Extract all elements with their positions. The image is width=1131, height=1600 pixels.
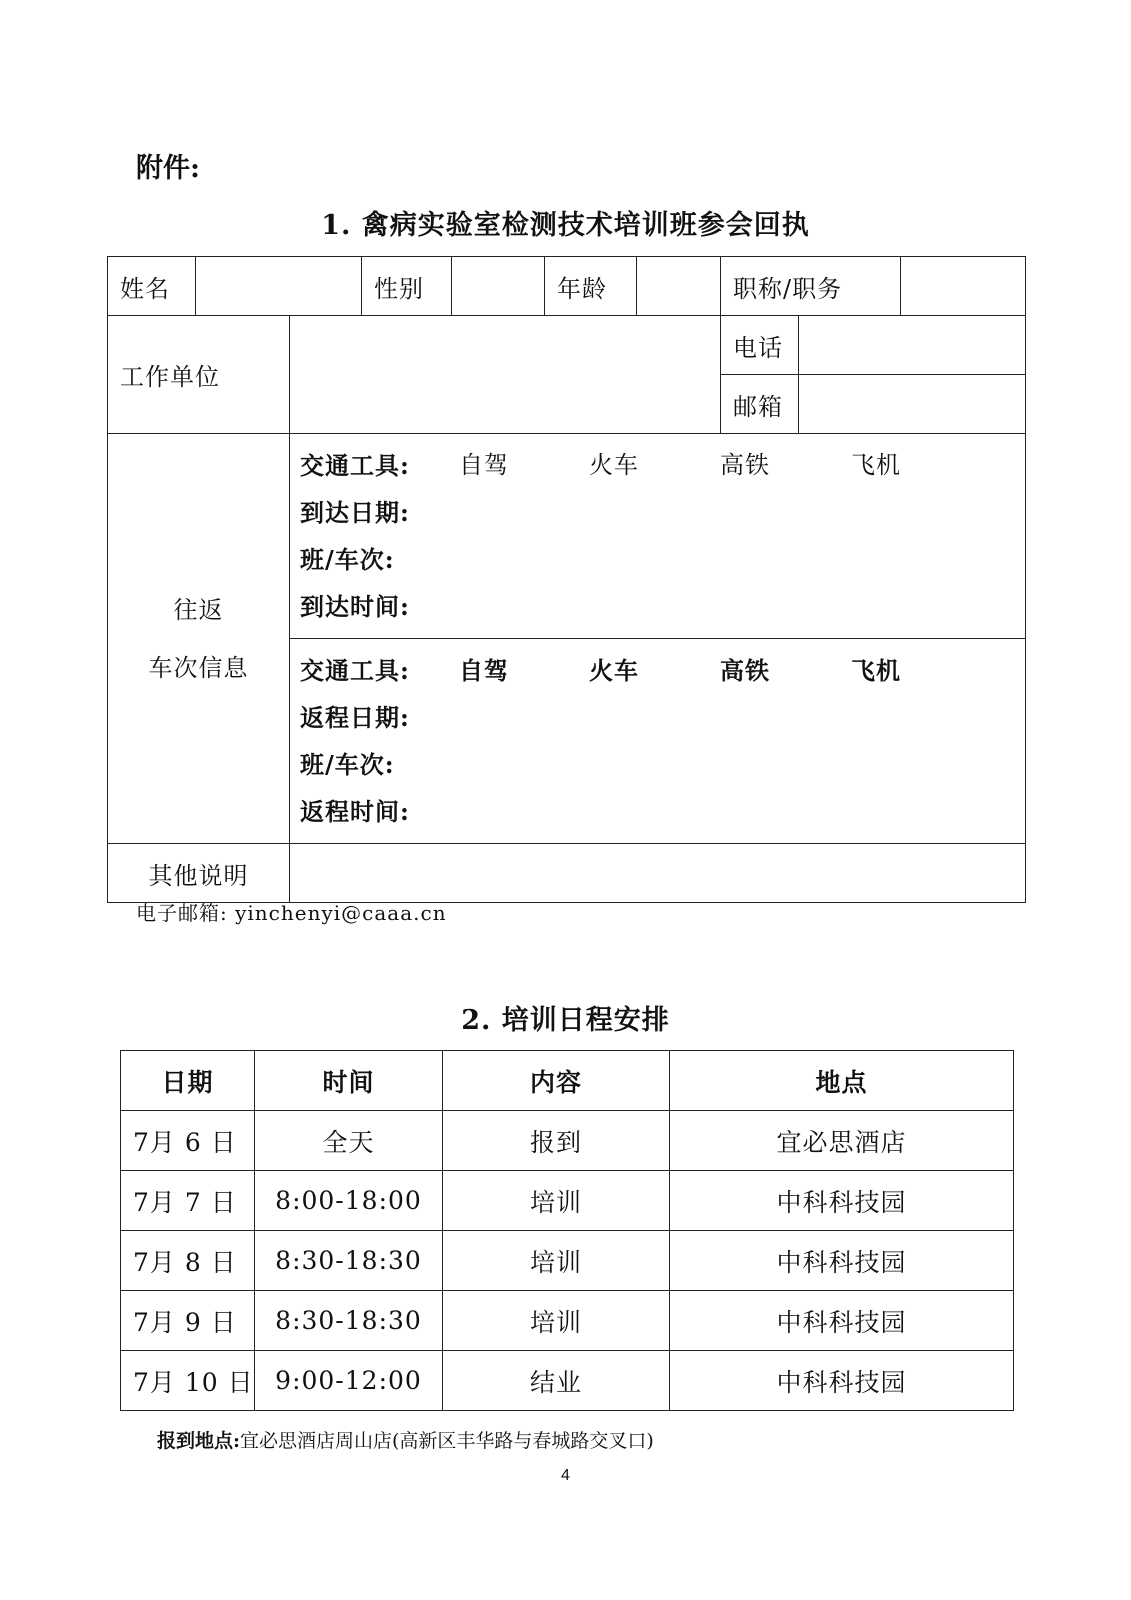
schedule-date: 7月 8 日 <box>121 1231 255 1291</box>
trip-info-label-line1: 往返 <box>173 595 224 624</box>
table-row <box>121 1171 1014 1231</box>
arrival-info-cell <box>290 434 1026 639</box>
schedule-content: 培训 <box>443 1231 670 1291</box>
job-title-field[interactable] <box>901 257 1026 316</box>
return-transport-label: 交通工具: <box>300 656 410 685</box>
table-row <box>121 1351 1014 1411</box>
schedule-date: 7月 7 日 <box>121 1171 255 1231</box>
work-unit-field[interactable] <box>290 316 721 434</box>
form-title: 1. 禽病实验室检测技术培训班参会回执 <box>321 210 810 241</box>
schedule-content: 培训 <box>443 1171 670 1231</box>
schedule-title: 2. 培训日程安排 <box>461 1005 670 1036</box>
return-time-label[interactable]: 返程时间: <box>300 797 410 826</box>
schedule-header-date: 日期 <box>121 1051 255 1111</box>
schedule-date: 7月 6 日 <box>121 1111 255 1171</box>
arrival-option-train[interactable]: 火车 <box>589 451 639 479</box>
schedule-content: 结业 <box>443 1351 670 1411</box>
report-location <box>157 1426 654 1453</box>
return-train-label[interactable]: 班/车次: <box>300 750 395 779</box>
return-option-high-speed-rail[interactable]: 高铁 <box>720 656 770 685</box>
page-number: 4 <box>561 1467 570 1484</box>
schedule-table <box>120 1050 1014 1411</box>
gender-label: 性别 <box>362 257 452 316</box>
arrival-date-label[interactable]: 到达日期: <box>300 498 410 527</box>
trip-info-label <box>108 434 290 844</box>
other-notes-field[interactable] <box>290 844 1026 903</box>
schedule-content: 报到 <box>443 1111 670 1171</box>
return-option-train[interactable]: 火车 <box>589 656 639 685</box>
job-title-label: 职称/职务 <box>721 257 901 316</box>
report-location-text: 宜必思酒店周山店(高新区丰华路与春城路交叉口) <box>240 1430 654 1452</box>
table-row <box>121 1111 1014 1171</box>
name-field[interactable] <box>196 257 362 316</box>
mailbox-label: 邮箱 <box>721 375 799 434</box>
schedule-location: 中科科技园 <box>670 1351 1014 1411</box>
phone-label: 电话 <box>721 316 799 375</box>
attachment-label: 附件: <box>136 153 200 184</box>
age-label: 年龄 <box>545 257 637 316</box>
table-row <box>121 1231 1014 1291</box>
arrival-option-self-drive[interactable]: 自驾 <box>459 451 509 479</box>
trip-info-label-line2: 车次信息 <box>148 653 249 682</box>
gender-field[interactable] <box>452 257 545 316</box>
arrival-option-plane[interactable]: 飞机 <box>851 451 901 479</box>
schedule-date: 7月 10 日 <box>121 1351 255 1411</box>
return-transport-row <box>300 647 1025 694</box>
arrival-transport-row <box>300 442 1025 489</box>
schedule-location: 中科科技园 <box>670 1291 1014 1351</box>
work-unit-label: 工作单位 <box>108 316 290 434</box>
schedule-header-row <box>121 1051 1014 1111</box>
schedule-header-location: 地点 <box>670 1051 1014 1111</box>
schedule-content: 培训 <box>443 1291 670 1351</box>
phone-field[interactable] <box>799 316 1026 375</box>
email-note: 电子邮箱: yinchenyi@caaa.cn <box>136 901 447 925</box>
schedule-header-content: 内容 <box>443 1051 670 1111</box>
schedule-location: 中科科技园 <box>670 1171 1014 1231</box>
schedule-header-time: 时间 <box>255 1051 443 1111</box>
schedule-location: 中科科技园 <box>670 1231 1014 1291</box>
name-label: 姓名 <box>108 257 196 316</box>
schedule-time: 9:00-12:00 <box>255 1351 443 1411</box>
arrival-train-label[interactable]: 班/车次: <box>300 545 395 574</box>
other-notes-label: 其他说明 <box>108 844 290 903</box>
table-row <box>121 1291 1014 1351</box>
mailbox-field[interactable] <box>799 375 1026 434</box>
arrival-option-high-speed-rail[interactable]: 高铁 <box>720 451 770 479</box>
report-location-label: 报到地点: <box>157 1430 241 1452</box>
schedule-time: 全天 <box>255 1111 443 1171</box>
age-field[interactable] <box>637 257 721 316</box>
return-option-plane[interactable]: 飞机 <box>851 656 901 685</box>
schedule-time: 8:30-18:30 <box>255 1291 443 1351</box>
schedule-location: 宜必思酒店 <box>670 1111 1014 1171</box>
return-date-label[interactable]: 返程日期: <box>300 703 410 732</box>
arrival-transport-label: 交通工具: <box>300 451 410 480</box>
schedule-time: 8:30-18:30 <box>255 1231 443 1291</box>
schedule-date: 7月 9 日 <box>121 1291 255 1351</box>
schedule-time: 8:00-18:00 <box>255 1171 443 1231</box>
arrival-time-label[interactable]: 到达时间: <box>300 592 410 621</box>
return-info-cell <box>290 639 1026 844</box>
return-option-self-drive[interactable]: 自驾 <box>459 656 509 685</box>
registration-form-table <box>107 256 1026 903</box>
